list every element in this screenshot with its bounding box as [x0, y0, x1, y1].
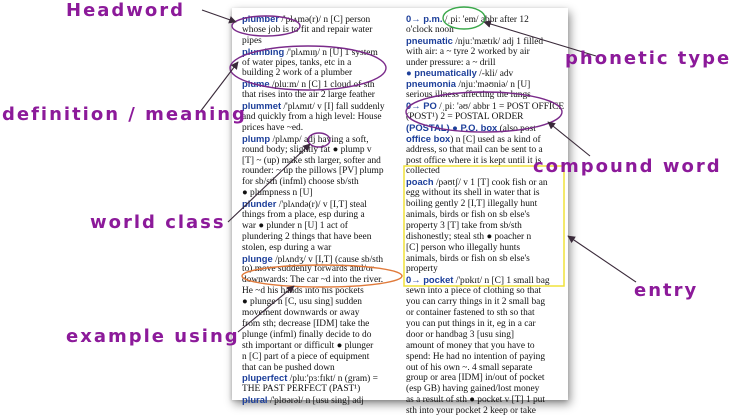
headword-text: plural	[242, 395, 268, 406]
headword-text: pluperfect	[242, 373, 288, 384]
entry-text: or container fastened to sth so that	[406, 308, 535, 319]
entry-text: /ˌpiː 'əʊ/ abbr 1 = POST OFFICE	[436, 102, 564, 113]
label-example: example using	[66, 326, 240, 347]
entry-text: ● plunge n [C, usu sing] sudden	[242, 297, 362, 308]
entry-text: ● plumpness n [U]	[242, 188, 313, 199]
entry-text: /pəʊtʃ/ v 1 [T] cook fish or an	[433, 178, 548, 189]
entry-text: sewn into a piece of clothing so that	[406, 286, 542, 297]
definition-ellipse	[230, 46, 386, 90]
entry-text: He ~d his hands into his pockets	[242, 286, 364, 297]
label-compound: compound word	[533, 156, 722, 177]
entry-text: post office where it is kept until it is	[406, 155, 542, 166]
entry-text: /'plʌmɪt/ v [I] fall suddenly	[281, 102, 385, 113]
entry-text: /plʌmp/ adj having a soft,	[270, 134, 369, 145]
example-arrow	[238, 286, 294, 332]
label-definition: definition / meaning	[2, 104, 247, 125]
word-class-ellipse	[308, 133, 330, 147]
entry-text: ) n [C] used as a kind of	[450, 134, 541, 145]
entry-text: that can be pushed down	[242, 362, 335, 373]
entry-text: movement downwards or away	[242, 308, 360, 319]
entry-text: to) move suddenly forwards and/or	[242, 264, 374, 275]
entry-text: with air: a ~ tyre 2 worked by air	[406, 46, 530, 57]
entry-text: group or area [IDM] in/out of pocket	[406, 373, 545, 384]
headword-text: poach	[406, 177, 434, 188]
entry-text: amount of money that you have to	[406, 340, 535, 351]
entry-text: /njuː'mætɪk/ adj 1 filled	[452, 36, 544, 47]
entry-text: you can put things in it, eg in a car	[406, 318, 536, 329]
example-ellipse	[242, 265, 402, 287]
entry-text: pipes	[242, 35, 262, 46]
entry-text: property 3 [T] take from sb/sth	[406, 220, 522, 231]
entry-text: /plʌndʒ/ v [I,T] (cause sb/sth	[272, 254, 384, 265]
entry-text: /pluː'pɜːfɪkt/ n (gram) =	[287, 374, 378, 385]
entry-text: you can carry things in it 2 small bag	[406, 297, 546, 308]
entry-text: and quickly from a high level: House	[242, 112, 382, 123]
headword-text: (POSTAL) ● P.O. box	[406, 122, 498, 133]
entry-text: whose job is to fit and repair water	[242, 24, 373, 35]
headword-text: ● pneumatically	[406, 68, 477, 79]
entry-text: /-kli/ adv	[476, 69, 514, 80]
headword-text: 0→ pocket	[406, 275, 454, 286]
dictionary-line	[406, 406, 564, 417]
headword-text: 0→ p.m.	[406, 14, 443, 24]
entry-text: [C] person who illegally hunts	[406, 242, 521, 253]
headword-text: pneumonia	[406, 79, 457, 90]
headword-text: plump	[242, 133, 271, 144]
headword-text: pneumatic	[406, 35, 453, 46]
compound-arrow	[548, 122, 590, 156]
headword-text: office box	[406, 133, 451, 144]
entry-text: animals, birds or fish on sb else's	[406, 253, 530, 264]
entry-text: for sb/sth (infml) choose sb/sth	[242, 177, 359, 188]
entry-text: /njuː'məʊniə/ n [U]	[456, 80, 531, 91]
entry-text: under pressure: a ~ drill	[406, 57, 496, 68]
entry-text: as a result of sth ● pocket v [T] 1 put	[406, 395, 545, 406]
entry-text: /'pɒkɪt/ n [C] 1 small bag	[453, 276, 550, 287]
entry-text: door or handbag 3 [usu sing]	[406, 329, 515, 340]
entry-text: plunge (infml) finally decide to do	[242, 329, 372, 340]
headword-text: plunder	[242, 199, 277, 210]
entry-text: sth important or difficult ● plunger	[242, 340, 374, 351]
entry-text: /'plʊərəl/ n [usu sing] adj	[267, 396, 364, 407]
headword-arrow	[202, 10, 236, 22]
headword-ellipse	[232, 16, 300, 36]
label-headword: Headword	[66, 0, 186, 21]
phonetic-ellipse	[443, 7, 485, 29]
entry-text: [T] ~ (up) make sth larger, softer and	[242, 155, 381, 166]
entry-text: n [C] part of a piece of equipment	[242, 351, 370, 362]
entry-text: /'plʌmə(r)/ n [C] person	[278, 15, 371, 25]
entry-text: sth into your pocket 2 keep or take	[406, 406, 536, 417]
entry-text: /'plʌndə(r)/ v [I,T] steal	[276, 200, 367, 211]
entry-text: that rises into the air 2 large feather	[242, 90, 375, 101]
compound-ellipse	[406, 92, 562, 132]
entry-text: building 2 work of a plumber	[242, 68, 353, 79]
entry-text: serious illness affecting the lungs	[406, 90, 531, 101]
entry-text: /'plʌmɪŋ/ n [U] 1 system	[284, 47, 378, 58]
entry-text: spend: He had no intention of paying	[406, 351, 546, 362]
entry-text: stolen, esp during a war	[242, 242, 332, 253]
headword-text: 0→ PO	[406, 101, 437, 112]
entry-text: dishonestly; steal sth ● poacher	[406, 231, 525, 242]
entry-text: o'clock noon	[406, 24, 454, 35]
entry-text: from sth; decrease [IDM] take the	[242, 318, 370, 329]
entry-text: of water pipes, tanks, etc in a	[242, 57, 352, 68]
label-word-class: world class	[90, 212, 226, 233]
headword-text: plumber	[242, 14, 279, 24]
entry-text: /ˌpiː 'em/ abbr after 12	[442, 15, 529, 25]
headword-text: plunge	[242, 253, 273, 264]
entry-text: rounder: ~ up the pillows [PV] plump	[242, 166, 384, 177]
label-entry: entry	[634, 280, 699, 301]
entry-text: address, so that mail can be sent to a	[406, 144, 543, 155]
entry-text: war ● plunder n [U] 1 act of	[242, 220, 348, 231]
word-class-arrow	[228, 144, 310, 222]
headword-text: plume	[242, 79, 270, 90]
entry-text: egg without its shell in water that is	[406, 188, 540, 199]
entry-text: collected	[406, 166, 440, 177]
entry-text: (POST¹) 2 = POSTAL ORDER	[406, 112, 524, 123]
entry-text: (esp GB) having gained/lost money	[406, 384, 540, 395]
entry-text: things from a place, esp during a	[242, 210, 365, 221]
entry-text: n	[524, 231, 532, 242]
entry-text: round body; slightly fat ● plump v	[242, 144, 372, 155]
entry-text: property	[406, 264, 438, 275]
headword-text: plumbing	[242, 46, 285, 57]
entry-text: plundering 2 things that have been	[242, 231, 372, 242]
entry-text: prices have ~ed.	[242, 122, 304, 133]
entry-text: /pluːm/ n [C] 1 cloud of sth	[269, 80, 375, 91]
entry-arrow	[568, 236, 636, 282]
entry-box	[404, 166, 564, 286]
entry-text: animals, birds or fish on sb else's	[406, 210, 530, 221]
entry-text: downwards: The car ~d into the river.	[242, 275, 384, 286]
label-phonetic: phonetic type	[565, 48, 732, 69]
entry-text: (also post	[497, 123, 536, 134]
entry-text: out of his own ~. 4 small separate	[406, 362, 533, 373]
headword-text: plummet	[242, 101, 282, 112]
entry-text: THE PAST PERFECT (PAST¹)	[242, 384, 361, 395]
entry-text: boiling gently 2 [I,T] illegally hunt	[406, 199, 538, 210]
